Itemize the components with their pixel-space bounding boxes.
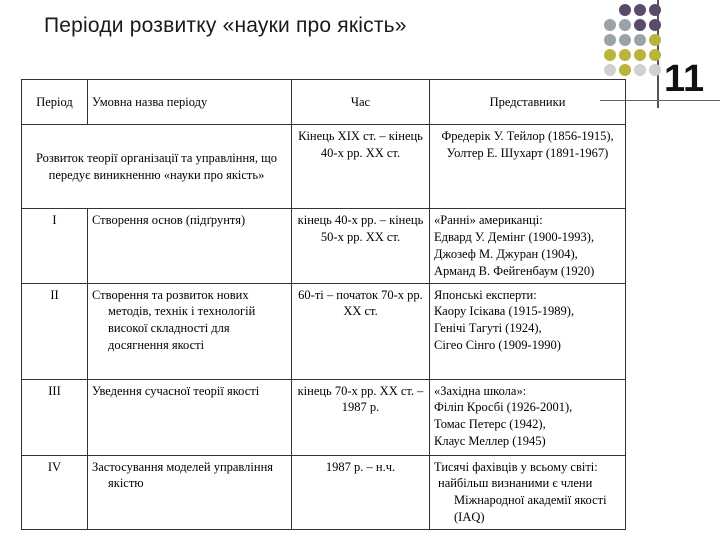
decorative-dot xyxy=(619,64,631,76)
decorative-dot xyxy=(634,64,646,76)
people-line: «Західна школа»: xyxy=(434,383,527,398)
decorative-dot xyxy=(619,4,631,16)
people-line: Клаус Меллер (1945) xyxy=(434,434,546,449)
name-cell: Створення та розвиток нових методів, технік і технологій високої складності для досягнення якості xyxy=(88,283,292,379)
people-cell: Фредерік У. Тейлор (1856-1915), Уолтер Е. Шухарт (1891-1967) xyxy=(430,125,626,209)
decorative-dot xyxy=(619,49,631,61)
time-cell: 1987 р. – н.ч. xyxy=(292,455,430,530)
people-line: Філіп Кросбі (1926-2001), xyxy=(434,400,573,415)
slide-title: Періоди розвитку «науки про якість» xyxy=(44,14,407,37)
people-line: Каору Ісікава (1915-1989), xyxy=(434,304,575,319)
header-name: Умовна назва періоду xyxy=(88,80,292,125)
period-cell: IV xyxy=(22,455,88,530)
decorative-dot xyxy=(619,19,631,31)
table-row xyxy=(22,379,626,455)
people-line: Томас Петерс (1942), xyxy=(434,417,546,432)
header-time: Час xyxy=(292,80,430,125)
decorative-dot xyxy=(649,4,661,16)
time-cell: 60-ті – початок 70-х рр. XX ст. xyxy=(292,283,430,379)
time-cell: кінець 40-х рр. – кінець 50-х рр. XX ст. xyxy=(292,209,430,284)
decorative-dot xyxy=(604,34,616,46)
people-line: Арманд В. Фейгенбаум (1920) xyxy=(434,263,595,278)
people-line: Едвард У. Демінг (1900-1993), xyxy=(434,229,595,244)
time-cell: кінець 70-х рр. XX ст. – 1987 р. xyxy=(292,379,430,455)
table-row xyxy=(22,209,626,284)
intro-name-cell: Розвиток теорії організації та управління, що передує виникненню «науки про якість» xyxy=(22,125,292,209)
decorative-dot xyxy=(604,64,616,76)
table-row xyxy=(22,283,626,379)
decorative-dot xyxy=(634,19,646,31)
period-cell: I xyxy=(22,209,88,284)
people-line: Генічі Тагуті (1924), xyxy=(434,321,542,336)
people-line: Японські експерти: xyxy=(434,287,537,302)
name-cell: Уведення сучасної теорії якості xyxy=(88,379,292,455)
table-row-intro xyxy=(22,125,626,209)
people-line: Сігео Сінго (1909-1990) xyxy=(434,338,561,353)
periods-table xyxy=(21,79,626,530)
decorative-dot xyxy=(634,49,646,61)
decorative-dot xyxy=(604,19,616,31)
people-line: найбільш визнаними є члени Міжнародної академії якості (IAQ) xyxy=(438,476,607,525)
header-people: Представники xyxy=(430,80,626,125)
decorative-dot xyxy=(649,64,661,76)
decorative-dot xyxy=(649,19,661,31)
period-cell: III xyxy=(22,379,88,455)
people-line: Тисячі фахівців у всьому світі: xyxy=(434,459,598,474)
slide-number: 11 xyxy=(664,58,705,100)
name-cell: Створення основ (підґрунтя) xyxy=(88,209,292,284)
people-line: Джозеф М. Джуран (1904), xyxy=(434,246,578,261)
people-cell xyxy=(430,379,626,455)
decorative-dot xyxy=(604,49,616,61)
time-cell: Кінець XIX ст. – кінець 40-х рр. XX ст. xyxy=(292,125,430,209)
decorative-dot xyxy=(634,34,646,46)
table-row xyxy=(22,455,626,530)
header-period: Період xyxy=(22,80,88,125)
decorative-dot xyxy=(649,49,661,61)
period-cell: II xyxy=(22,283,88,379)
table-header-row xyxy=(22,80,626,125)
name-cell: Застосування моделей управління якістю xyxy=(88,455,292,530)
people-cell xyxy=(430,283,626,379)
people-cell xyxy=(430,209,626,284)
decorative-dot xyxy=(619,34,631,46)
people-cell xyxy=(430,455,626,530)
decorative-dot xyxy=(634,4,646,16)
decorative-dot xyxy=(649,34,661,46)
people-line: «Ранні» американці: xyxy=(434,213,543,227)
